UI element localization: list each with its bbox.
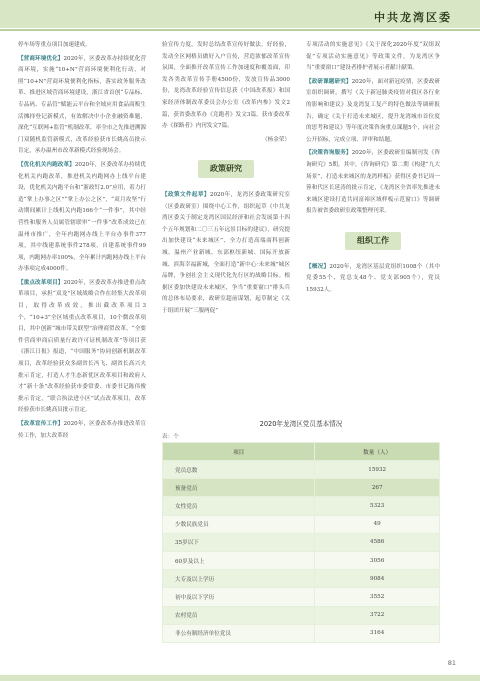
paragraph bbox=[18, 160, 146, 276]
table-cell-count: 3056 bbox=[315, 551, 440, 569]
table-cell-count: 15932 bbox=[315, 461, 440, 479]
table-cell-count: 3552 bbox=[315, 588, 440, 606]
paragraph bbox=[306, 77, 440, 147]
paragraph-heading: 【政研课题研究】 bbox=[306, 78, 352, 85]
table-cell-count: 3164 bbox=[315, 624, 440, 642]
paragraph-heading: 【改革宣传工作】 bbox=[18, 421, 64, 427]
table-cell-item: 35岁以下 bbox=[163, 533, 315, 551]
table-title: 2020年龙湾区党员基本情况 bbox=[259, 420, 343, 428]
table-row bbox=[163, 624, 440, 642]
table-cell-count: 267 bbox=[315, 479, 440, 497]
table-cell-count: 9084 bbox=[315, 570, 440, 588]
paragraph-heading: 【决策咨询服务】 bbox=[306, 150, 352, 157]
table-cell-item: 党员总数 bbox=[163, 461, 315, 479]
paragraph-heading: 【重点改革项目】 bbox=[18, 279, 64, 286]
table-cell-item: 非公有制经济单位党员 bbox=[163, 624, 315, 642]
paragraph-text: 验宣传力度，发时总结改革宣传好做法，好经验，发动全区网格员做好入户宣传，营造浓郁改革宣传氛围，全面推开改革宣传工作加速度和覆盖面，印发各类改革宣传手册4500份，发放宣传品3000份，龙湾改革经验宣传信息获《中国改革报》和国家经济体制改革委员会办公室《改革内参》发文2篇，获省委改革办《竞跑者》发文3篇，获市委改革办《探路者》内刊发文7篇。 bbox=[162, 42, 290, 130]
table-row bbox=[163, 497, 440, 515]
paragraph-text: 2020年，区委改革办持续优化机关内跑改革，推进机关内跑网办上线平台建设，优化机关内跑平台和“浙政钉2.0”应用，着力打造“掌上办事之区”“掌上办公之区”，“双月攻坚”行动期间累计上线机关内跑166个“一件事”，其中经营性和服务人员属管辖联审“一件事”改革成效已在温州市推广，全年内跑网办线上平台办事件377项，其中线建系统事件278项，自建系统事件99项，内跑网办率100%，全年累计内跑网办线上平台办事项完成4000件。 bbox=[18, 161, 146, 273]
table-row bbox=[163, 588, 440, 606]
paragraph bbox=[18, 40, 146, 52]
author-signature: （杨金荣） bbox=[262, 136, 290, 143]
paragraph-heading: 【优化机关内跑改革】 bbox=[18, 161, 75, 168]
page-number: 81 bbox=[447, 659, 456, 667]
section-heading-label: 组织工作 bbox=[345, 232, 401, 250]
section-heading-label: 政策研究 bbox=[198, 160, 254, 178]
table-cell-count: 49 bbox=[315, 515, 440, 533]
column-1 bbox=[18, 40, 146, 444]
table-row bbox=[163, 515, 440, 533]
table-row bbox=[163, 533, 440, 551]
paragraph bbox=[18, 54, 146, 158]
header-divider bbox=[0, 29, 480, 31]
party-member-table bbox=[162, 442, 440, 643]
paragraph-text: 2020年，龙湾区基层党组织1008个（其中党委55个、党总支48个、党支部905个），党员15932人。 bbox=[306, 263, 440, 293]
table-cell-item: 女性党员 bbox=[163, 497, 315, 515]
footer-strip bbox=[0, 675, 480, 681]
section-heading-policy-research bbox=[162, 160, 290, 178]
page-header-title: 中共龙湾区委 bbox=[374, 11, 452, 24]
table-row bbox=[163, 606, 440, 624]
table-row bbox=[163, 551, 440, 569]
table-row bbox=[163, 461, 440, 479]
paragraph-text: 2020年，龙湾区委政策研究室（区委政研室）围绕中心工作，组织起草《中共龙湾区委关于制定龙湾区国民经济和社会发展第十四个五年规划和二〇三五年远景目标的建议》，研究提出加快建设“未来城区”、全力打造高端商科创新城、温州产业新城、东部枢纽新城、国际开放新城、滨海幸福新城，全面打造“新中心·未来城”城区品牌，争创社会主义现代化先行区的战略目标。根据区委加快建设未来城区，争当“重要窗口”排头兵的总体布局要求，政研室超前谋划，起草制定《关于组团开展“三服两促” bbox=[162, 191, 290, 314]
table-row bbox=[163, 479, 440, 497]
table-cell-count: 3722 bbox=[315, 606, 440, 624]
table-cell-item: 大专及以上学历 bbox=[163, 570, 315, 588]
table-header-count: 数量（人） bbox=[315, 443, 440, 461]
table-cell-count: 4586 bbox=[315, 533, 440, 551]
table-cell-item: 初中及以下学历 bbox=[163, 588, 315, 606]
paragraph bbox=[306, 262, 440, 297]
party-member-table-block bbox=[162, 418, 440, 643]
table-row bbox=[163, 570, 440, 588]
table-header-row bbox=[163, 443, 440, 461]
table-unit-label: 表：个 bbox=[162, 434, 179, 440]
table-cell-item: 少数民族党员 bbox=[163, 515, 315, 533]
paragraph-heading: 【政策文件起草】 bbox=[162, 191, 210, 198]
paragraph bbox=[18, 419, 146, 442]
paragraph-text: 2020年，区委改革办推进重点改革项目，承担“双龙”区域战略合作在经集大改革项目，取得改革成效，推出截改革项目3个，“10+3”全区域重点改革项目，10个微改革项目，其中创新“城市带关联型”治理商贸改革，“全要件营商审商启质量行政许可证机制改革”等项目获《浙江日报》报道，“中国服务”协同创新机制改革项目，改革经验获众多副省长冯飞、副省长高兴夫批示肯定，打造人才生态新优区改革项目和政府人才“新十条”改革经验获市委常委、市委书记陈伟俊批示肯定，“联合执法进小区”试点改革项目，改革经验获市长姚高员批示肯定。 bbox=[18, 279, 146, 414]
paragraph bbox=[306, 40, 440, 75]
table-cell-count: 5323 bbox=[315, 497, 440, 515]
paragraph-text: 2020年，区委改革办持续优化营商环境，实施“10+N”营商环境便利化行动，对照“10+N”营商环境便利化指标，落实政务服务改革、推进区域营商环境建设，浙江省首创“专品标、专品码、专品管”赋能云平台和全域应用食品商贩生活摊择登记新模式，有效解决中小企业融资难题，深化“互联网+监管”机制改革，率全市之先推进溯源门双随机监管新模式，改革经验获市长姚高员批示肯定，承办温州市改革新模式经验现场会。 bbox=[18, 55, 146, 155]
column-3 bbox=[306, 40, 440, 298]
column-2 bbox=[162, 40, 290, 319]
paragraph bbox=[306, 148, 440, 218]
paragraph-text: 2020年，面对新冠疫情，区委政研室组织调研，撰写《关于新冠肺炎疫情对我区各行业的影响和建议》及龙湾复工复产的特色做法等调研报告，确定《关于打造未来城区，提升龙湾城市首位度的思考和建议》等年度决策咨询重点课题5个，向社会公开招标，完成立项、评审和结题。 bbox=[306, 78, 440, 143]
table-cell-item: 预备党员 bbox=[163, 479, 315, 497]
paragraph-text: 2020年，区委改革办推进改革宣传工作，加大改革经 bbox=[18, 421, 146, 439]
paragraph-text: 专项活动的实施意见》《关于深化2020年度“双组双促”专项活动实施意见》等政策文件，为龙湾区争当“重要窗口”建设者排护者展示者献计献策。 bbox=[306, 42, 440, 72]
section-heading-organization bbox=[306, 232, 440, 250]
paragraph bbox=[162, 190, 290, 318]
paragraph-text: 停车场等重点项目加速建成。 bbox=[18, 42, 91, 48]
table-cell-item: 60岁及以上 bbox=[163, 551, 315, 569]
table-cell-item: 农村党员 bbox=[163, 606, 315, 624]
paragraph bbox=[18, 278, 146, 417]
paragraph bbox=[162, 40, 290, 133]
paragraph-heading: 【概况】 bbox=[306, 263, 330, 270]
paragraph-text: 2020年，区委政研室编制刊发《咨询研究》5期，其中，《咨询研究》第二期《构建“九大场景”，打造未来城区的龙湾样板》获得区委书记周一蓉和代区长延涛的批示肯定，《龙湾区全省率先推进未来城区建设打造共同富裕区域样板示范窗口》等调研报告被省委政研室政策整理刊采。 bbox=[306, 150, 440, 215]
paragraph-heading: 【营商环境优化】 bbox=[18, 55, 64, 62]
table-body bbox=[163, 461, 440, 643]
table-header-item: 项目 bbox=[163, 443, 315, 461]
